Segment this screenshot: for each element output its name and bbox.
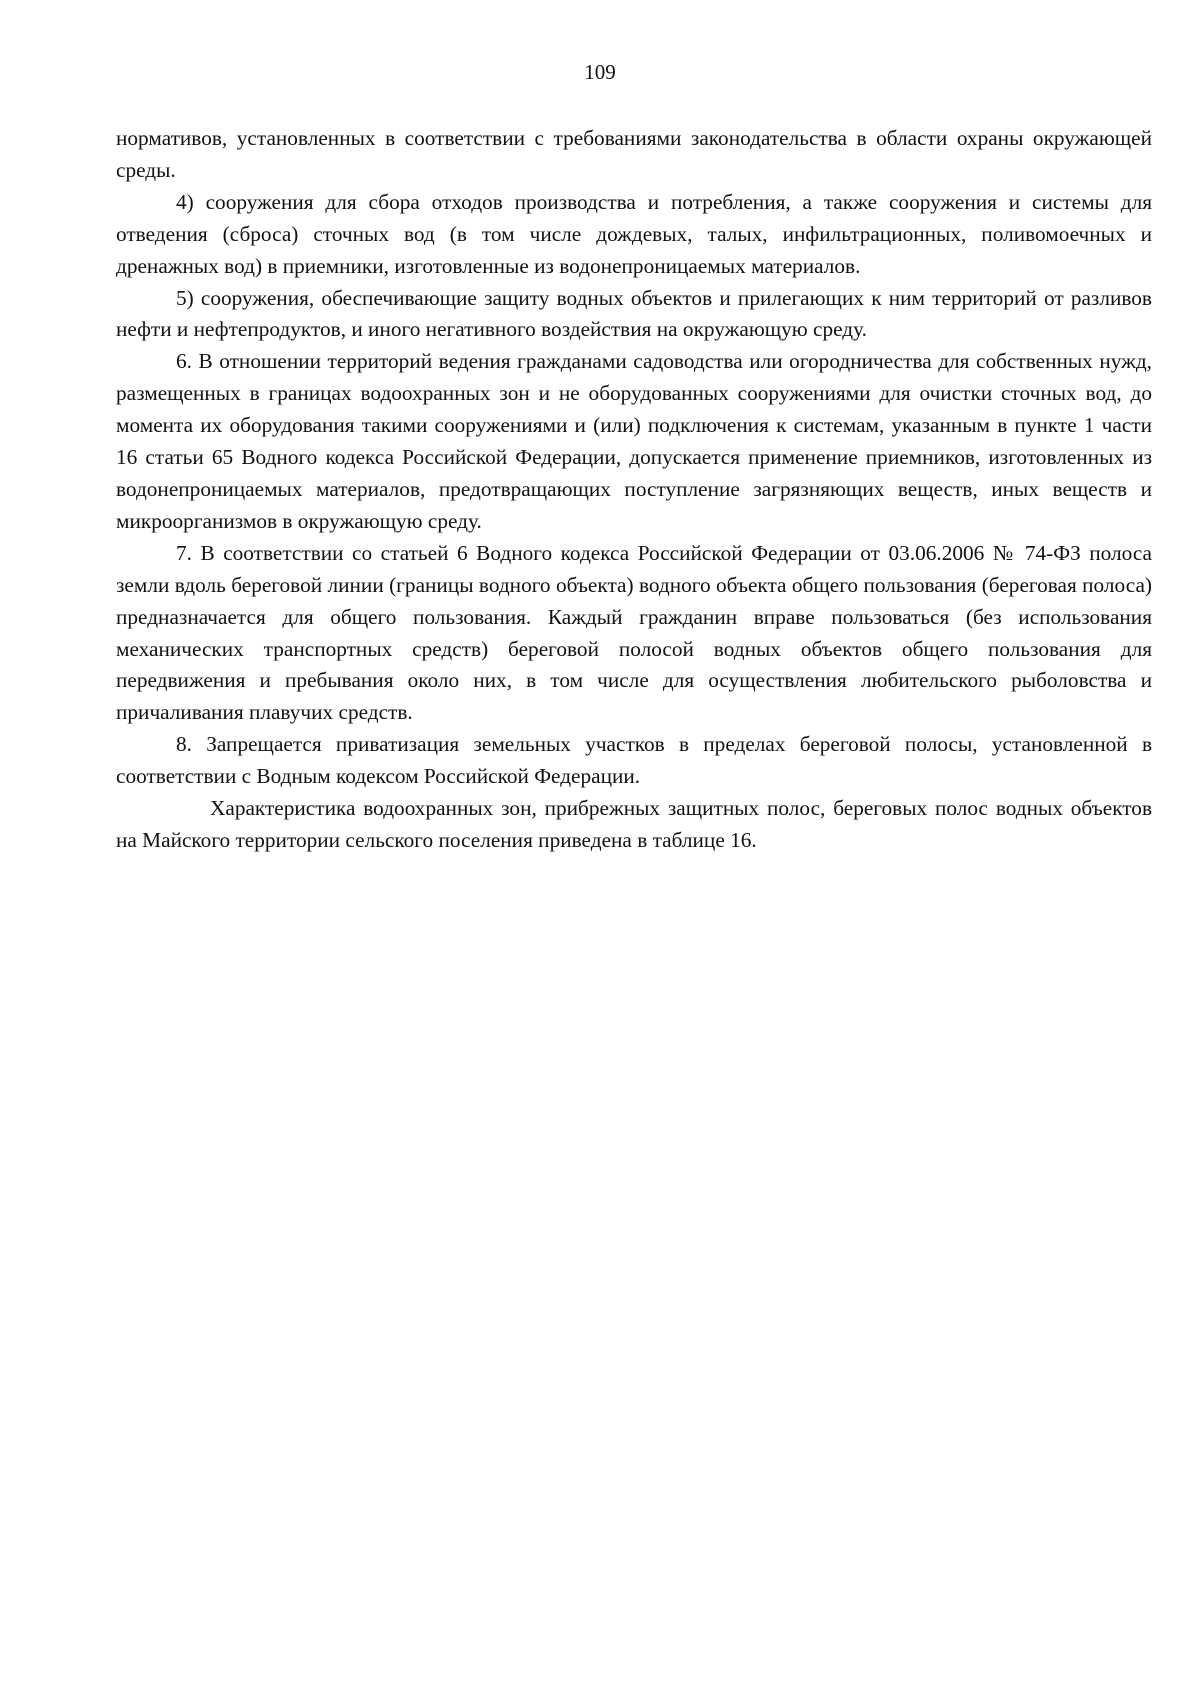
paragraph-clause-8: 8. Запрещается приватизация земельных участков в пределах береговой полосы, установленной в соответствии с Водным кодексом Российской Федерации. <box>116 732 1152 789</box>
document-body <box>116 123 1152 857</box>
paragraph-clause-7: 7. В соответствии со статьей 6 Водного кодекса Российской Федерации от 03.06.2006 № 74-ФЗ полоса земли вдоль береговой линии (границы водного объекта) водного объекта общего пользования (береговая полоса) предназначается для общего пользования. Каждый гражданин вправе пользоваться (без использования механических транспортных средств) береговой полосой водных объектов общего пользования для передвижения и пребывания около них, в том числе для осуществления любительского рыболовства и причаливания плавучих средств. <box>116 540 1152 725</box>
paragraph-table-reference: Характеристика водоохранных зон, прибрежных защитных полос, береговых полос водных объектов на Майского территории сельского поселения приведена в таблице 16. <box>116 796 1152 852</box>
page-number: 109 <box>584 60 616 84</box>
paragraph-clause-6: 6. В отношении территорий ведения гражданами садоводства или огородничества для собственных нужд, размещенных в границах водоохранных зон и не оборудованных сооружениями для очистки сточных вод, до момента их оборудования такими сооружениями и (или) подключения к системам, указанным в пункте 1 части 16 статьи 65 Водного кодекса Российской Федерации, допускается применение приемников, изготовленных из водонепроницаемых материалов, предотвращающих поступление загрязняющих веществ, иных веществ и микроорганизмов в окружающую среду. <box>116 349 1152 533</box>
paragraph-item-4: 4) сооружения для сбора отходов производства и потребления, а также сооружения и системы для отведения (сброса) сточных вод (в том числе дождевых, талых, инфильтрационных, поливомоечных и дренажных вод) в приемники, изготовленные из водонепроницаемых материалов. <box>116 189 1152 278</box>
paragraph-continuation: нормативов, установленных в соответствии с требованиями законодательства в области охраны окружающей среды. <box>116 126 1152 182</box>
paragraph-item-5: 5) сооружения, обеспечивающие защиту водных объектов и прилегающих к ним территорий от разливов нефти и нефтепродуктов, и иного негативного воздействия на окружающую среду. <box>116 285 1152 342</box>
